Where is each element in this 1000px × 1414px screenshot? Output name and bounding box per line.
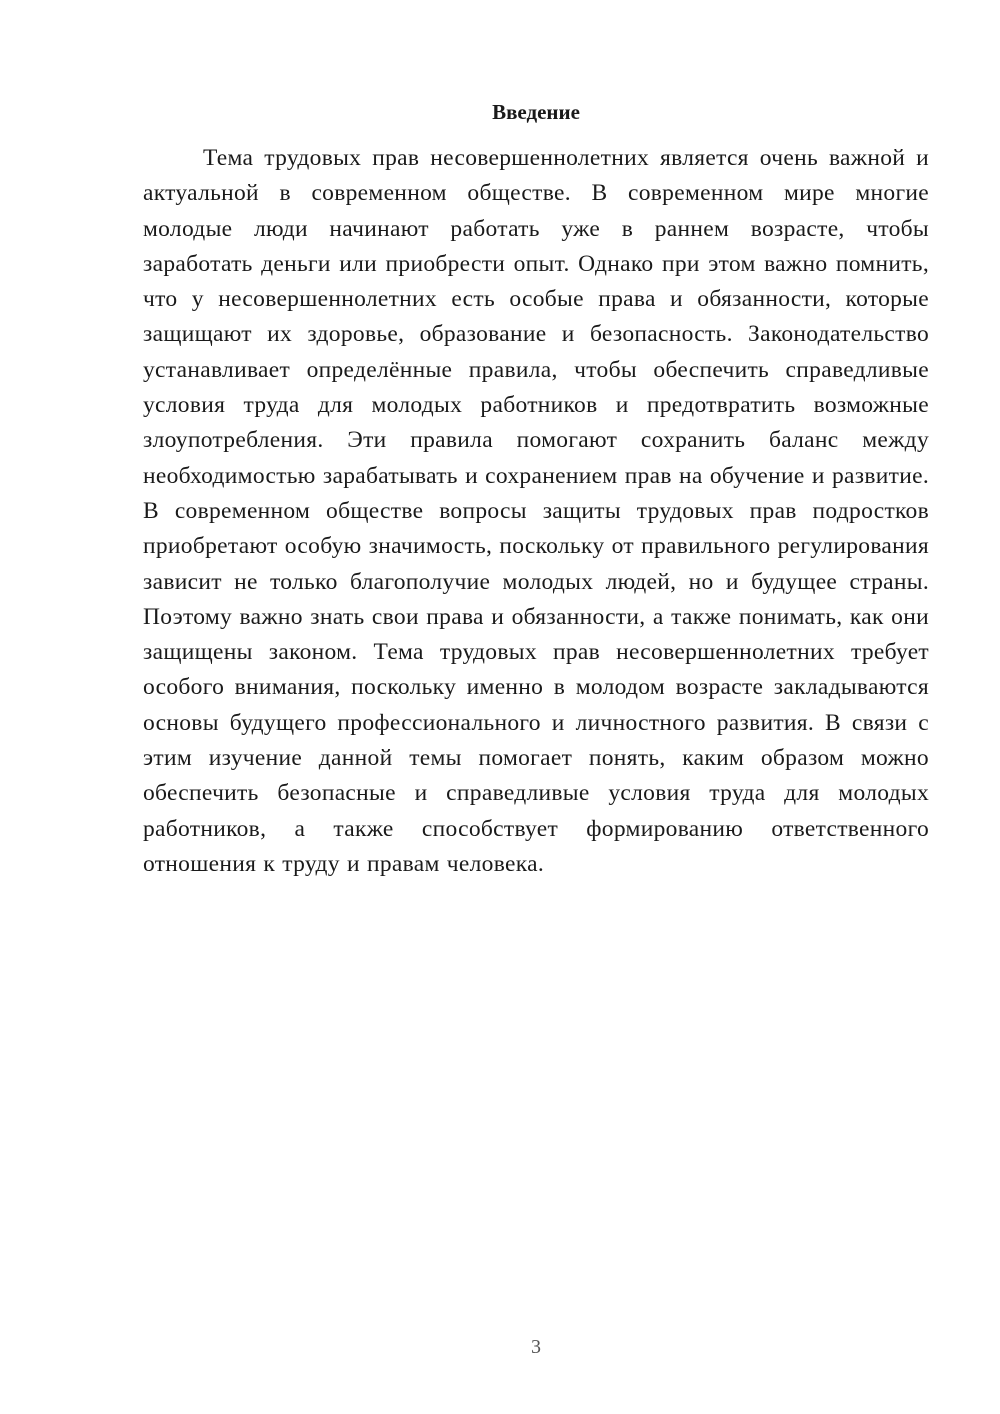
page-number: 3	[531, 1336, 541, 1358]
section-heading: Введение	[492, 100, 580, 124]
body-paragraph: Тема трудовых прав несовершеннолетних является очень важной и актуальной в современном обществе. В современном мире многие молодые люди начинают работать уже в раннем возрасте, чтобы заработать деньги или приобрести опыт. Однако при этом важно помнить, что у несовершеннолетних есть особые права и обязанности, которые защищают их здоровье, образование и безопасность. Законодательство устанавливает определённые правила, чтобы обеспечить справедливые условия труда для молодых работников и предотвратить возможные злоупотребления. Эти правила помогают сохранить баланс между необходимостью зарабатывать и сохранением прав на обучение и развитие. В современном обществе вопросы защиты трудовых прав подростков приобретают особую значимость, поскольку от правильного регулирования зависит не только благополучие молодых людей, но и будущее страны. Поэтому важно знать свои права и обязанности, а также понимать, как они защищены законом. Тема трудовых прав несовершеннолетних требует особого внимания, поскольку именно в молодом возрасте закладываются основы будущего профессионального и личностного развития. В связи с этим изучение данной темы помогает понять, каким образом можно обеспечить безопасные и справедливые условия труда для молодых работников, а также способствует формированию ответственного отношения к труду и правам человека.	[143, 145, 929, 877]
